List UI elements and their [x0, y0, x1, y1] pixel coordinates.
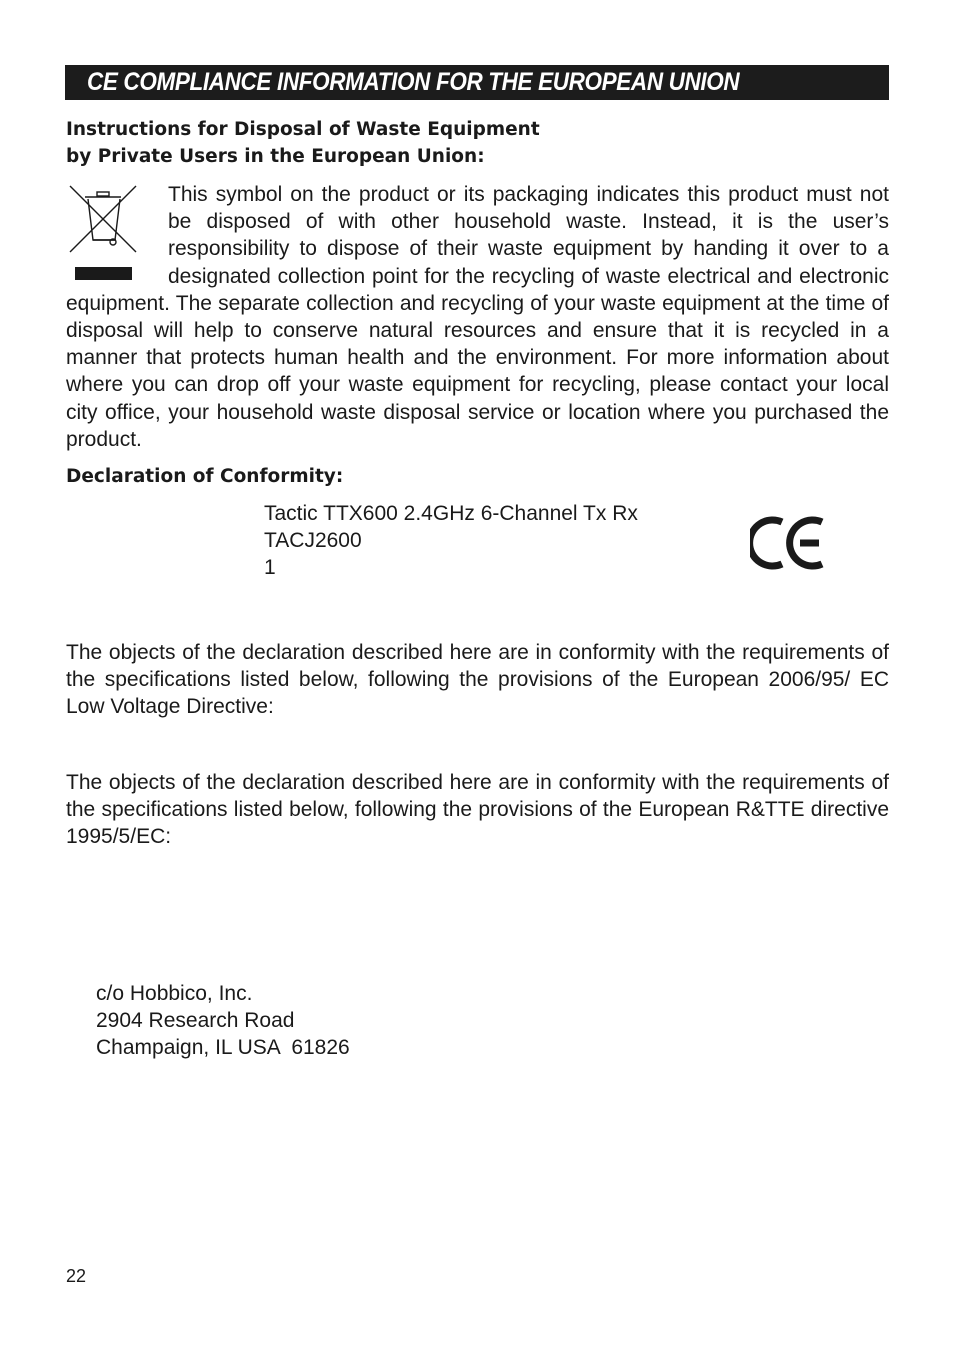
- manufacturer-address: [96, 980, 350, 1062]
- disposal-heading-line2: by Private Users in the European Union:: [66, 146, 485, 167]
- address-line3: Champaign, IL USA 61826: [96, 1036, 350, 1060]
- declaration-heading: Declaration of Conformity:: [66, 466, 344, 487]
- product-info: [264, 500, 638, 582]
- page-title: CE COMPLIANCE INFORMATION FOR THE EUROPEAN UNION: [87, 68, 740, 96]
- disposal-text: This symbol on the product or its packaging indicates this product must not be disposed of with other household waste. Instead, it is the user’s responsibility to dispose of their waste equipment by handing it over to a designated collection point for the recycling of waste electrical and electronic equipment. The separate collection and recycling of your waste equipment at the time of disposal will help to conserve natural resources and ensure that it is recycled in a manner that protects human health and the environment. For more information about where you can drop off your waste equipment for recycling, please contact your local city office, your household waste disposal service or location where you purchased the product.: [66, 183, 889, 451]
- address-line2: 2904 Research Road: [96, 1009, 295, 1033]
- product-number: 1: [264, 556, 276, 580]
- disposal-heading-line1: Instructions for Disposal of Waste Equipment: [66, 119, 540, 140]
- section-title-bar: [65, 65, 889, 100]
- product-code: TACJ2600: [264, 529, 362, 553]
- ce-mark-icon: [750, 514, 830, 572]
- lvd-paragraph: The objects of the declaration described here are in conformity with the requirements of the specifications listed below, following the provisions of the European 2006/95/ EC Low Voltage Directive:: [66, 641, 889, 719]
- address-line1: c/o Hobbico, Inc.: [96, 982, 253, 1005]
- rtte-paragraph: The objects of the declaration described here are in conformity with the requirements of the specifications listed below, following the provisions of the European R&TTE directive 1995/5/EC:: [66, 771, 889, 849]
- product-name: Tactic TTX600 2.4GHz 6-Channel Tx Rx: [264, 502, 638, 525]
- page-number: 22: [66, 1266, 87, 1286]
- disposal-paragraph: [66, 181, 889, 453]
- icon-spacer: [66, 181, 168, 289]
